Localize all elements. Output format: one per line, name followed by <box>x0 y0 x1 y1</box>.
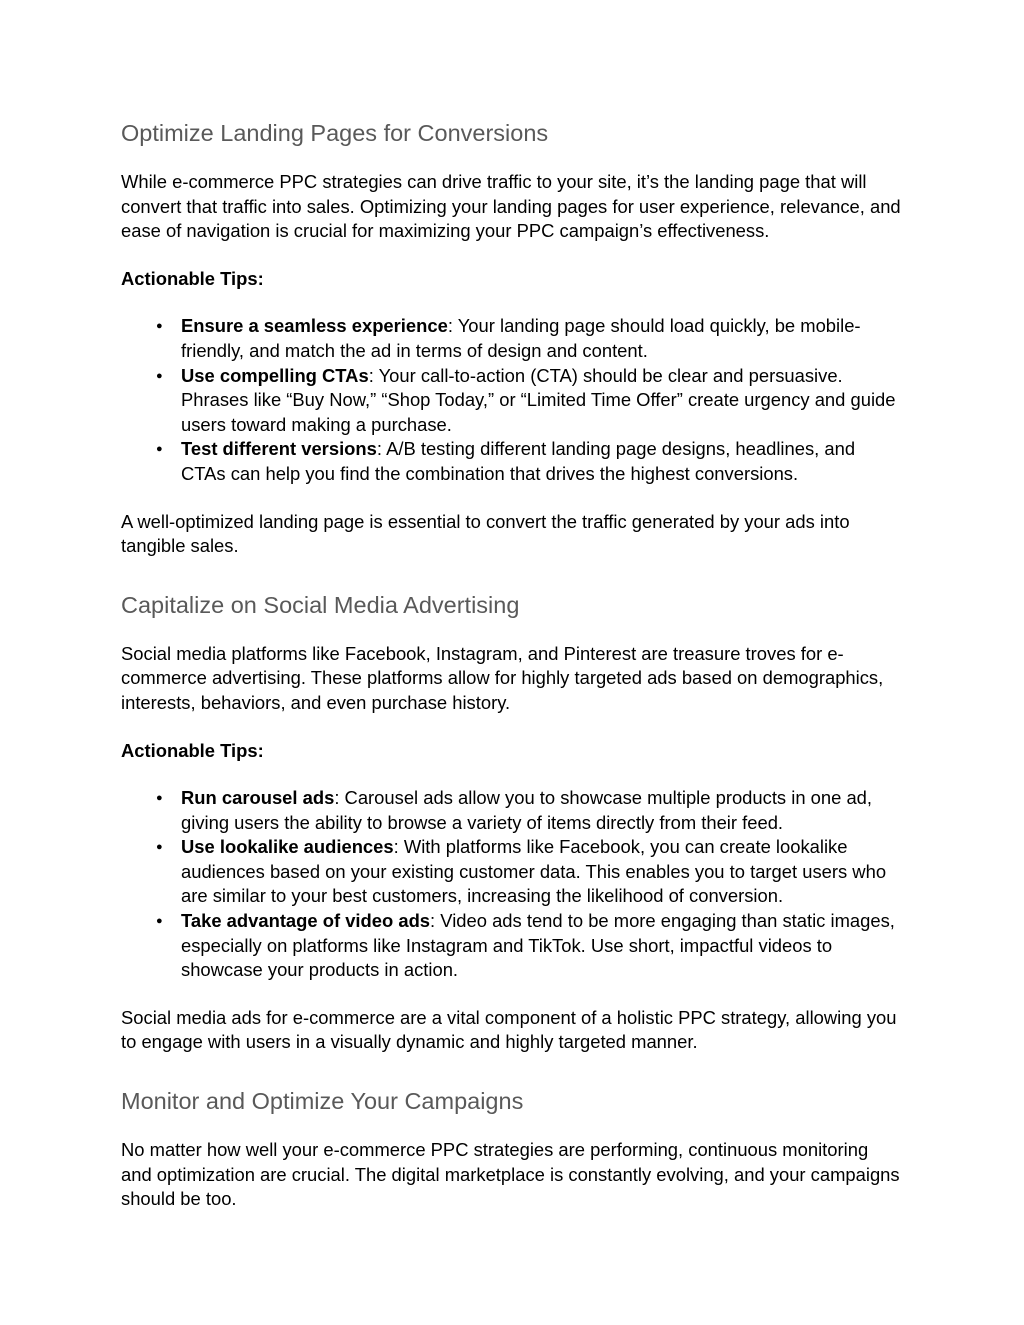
section-intro-paragraph: Social media platforms like Facebook, Instagram, and Pinterest are treasure troves for e-commerce advertising. These platforms allow for highly targeted ads based on demographics, interests, behaviors, and even purchase history. <box>121 642 884 713</box>
tip-title: Take advantage of video ads <box>181 910 431 932</box>
section-heading: Optimize Landing Pages for Conversions <box>121 120 549 146</box>
tips-label: Actionable Tips: <box>121 267 264 289</box>
bullet-icon: ● <box>156 792 163 805</box>
tip-title: Use lookalike audiences <box>181 836 394 858</box>
section-intro-paragraph: No matter how well your e-commerce PPC strategies are performing, continuous monitoring and optimization are crucial. The digital marketplace is constantly evolving, and your campaigns should be too. <box>121 1139 900 1210</box>
list-item <box>156 835 903 909</box>
tip-body: : With platforms like Facebook, you can create lookalike audiences based on your existing customer data. This enables you to target users who are similar to your best customers, increasing the likelihood of conversion. <box>181 836 887 907</box>
section-outro-paragraph: Social media ads for e-commerce are a vital component of a holistic PPC strategy, allowing you to engage with users in a visually dynamic and highly targeted manner. <box>121 1006 897 1053</box>
section-heading: Capitalize on Social Media Advertising <box>121 591 520 618</box>
list-item <box>156 786 903 835</box>
section-monitor-optimize-campaigns <box>121 1087 903 1212</box>
tip-title: Run carousel ads <box>181 787 335 809</box>
list-item <box>156 364 903 438</box>
list-item <box>156 437 903 486</box>
section-intro-paragraph: While e-commerce PPC strategies can drive traffic to your site, it’s the landing page that will convert that traffic into sales. Optimizing your landing pages for user experience, relevance, and ease of navigation is crucial for maximizing your PPC campaign’s effectiveness. <box>121 171 901 242</box>
tip-title: Ensure a seamless experience <box>181 315 448 337</box>
section-heading: Monitor and Optimize Your Campaigns <box>121 1088 524 1115</box>
list-item <box>156 909 903 983</box>
list-item <box>156 314 903 363</box>
bullet-icon: ● <box>156 369 163 382</box>
bullet-icon: ● <box>156 841 163 854</box>
bullet-icon: ● <box>156 443 163 456</box>
tip-body: : Your landing page should load quickly, be mobile-friendly, and match the ad in terms of design and content. <box>181 315 861 361</box>
tip-body: : Carousel ads allow you to showcase multiple products in one ad, giving users the ability to browse a variety of items directly from their feed. <box>181 787 873 833</box>
tip-title: Test different versions <box>181 438 377 460</box>
tips-list <box>121 314 903 486</box>
tip-body: : A/B testing different landing page designs, headlines, and CTAs can help you find the combination that drives the highest conversions. <box>181 438 856 484</box>
bullet-icon: ● <box>156 915 163 928</box>
section-optimize-landing-pages <box>121 119 903 559</box>
tip-body: : Your call-to-action (CTA) should be clear and persuasive. Phrases like “Buy Now,” “Shop Today,” or “Limited Time Offer” create urgency and guide users toward making a purchase. <box>181 364 896 435</box>
section-outro-paragraph: A well-optimized landing page is essential to convert the traffic generated by your ads into tangible sales. <box>121 510 850 557</box>
tip-body: : Video ads tend to be more engaging than static images, especially on platforms like Instagram and TikTok. Use short, impactful videos to showcase your products in action. <box>181 910 895 981</box>
tips-list <box>121 786 903 983</box>
tips-label: Actionable Tips: <box>121 739 264 761</box>
section-social-media-advertising <box>121 591 903 1055</box>
bullet-icon: ● <box>156 320 163 333</box>
tip-title: Use compelling CTAs <box>181 364 369 386</box>
